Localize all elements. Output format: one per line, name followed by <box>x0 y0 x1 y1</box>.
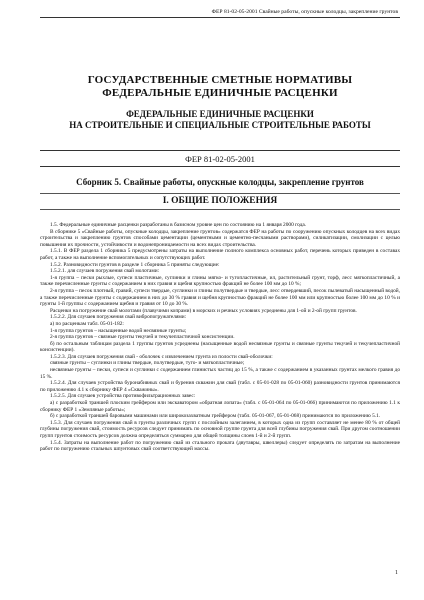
paragraph: 1.5.2.1. для случаев погружения свай молотами: <box>50 268 160 275</box>
paragraph: б) с разработкой траншей баровыми машинами или широкозахватным грейфером (табл. 05-01-067, 05-01-068) принимаются по приложению 5.1. <box>50 413 381 420</box>
paragraph: а) по расценкам табл. 05-01-182: <box>50 320 124 327</box>
paragraph: 2-я группа – песок плотный, гравий, супеси твердые, суглинки и глины полутвердые и твердые, лесс отвердевший, песок пылеватый насыщенный водой, а также перечисленные грунты с содержанием в них до 30 % гравия и щебня крупностью фракций не более 100 мм или крупностью более 100 мм до 10 % и грунты 1-й группы с содержанием щебня и гравия от 10 до 30 %. <box>40 287 400 308</box>
header-rule <box>40 17 400 18</box>
title-block <box>40 74 400 131</box>
paragraph: 1.5.4. Затраты на выполнение работ по погружению свай из стального проката (двутавры, швеллеры) следует определять по затратам на выполнение работ по погружению стальных шпунтовых свай соответствующей массы. <box>40 439 400 453</box>
paragraph: 1.5.1. В ФЕР раздела 1 сборника 5 предусмотрены затраты на выполнение полного комплекса основных работ, перечень которых приведен в составах работ, а также на выполнение вспомогательных и сопутствующих работ. <box>40 248 400 261</box>
paragraph: а) с разработкой траншей плоским грейфером или экскаватором «обратная лопата» (табл. с 05-01-064 по 05-01-066) принимаются по приложению 1.1 к сборнику ФЕР 1 «Земляные работы»; <box>40 400 400 413</box>
section-rule-top <box>40 193 400 194</box>
paragraph: 1.5.2.3. Для случаев погружения свай - оболочек с извлечением грунта из полости свай-оболочки: <box>50 353 273 360</box>
body-text <box>40 222 400 453</box>
paragraph: 1-я группа грунтов – насыщенные водой несвязные грунты; <box>50 327 187 334</box>
paragraph: 1.5.3. Для случаев погружения свай в грунты различных групп с послойным залеганием, в которых одна из групп составляет не менее 80 % от общей глубины погружения свай, стоимость ресурсов следует принимать по основной группе грунта для всей глубины погружения свай. При другом соотношении групп грунтов стоимость ресурсов должна определяться суммарно для общей толщины слоев 1-й и 2-й групп. <box>40 419 400 439</box>
code-rule-bottom <box>40 166 400 167</box>
paragraph: б) по остальным таблицам раздела 1 группы грунтов усреднены (насыщенные водой несвязные грунты и связные грунты текучей и текучепластичной консистенции). <box>40 340 400 354</box>
paragraph: 1.5.2.4. Для случаев устройства буронабивных свай и бурения скважин для свай (табл. с 05-01-028 по 05-01-060) разновидности грунтов принимаются по приложению 4.1 к сборнику ФЕР 4 «Скважины». <box>40 380 400 393</box>
section-title: I. ОБЩИЕ ПОЛОЖЕНИЯ <box>162 196 278 206</box>
page-number: 1 <box>395 570 398 576</box>
paragraph: В сборнике 5 «Свайные работы, опускные колодцы, закрепление грунтов» содержатся ФЕР на работы по сооружению опускных колодцев на всех видах строительства и закреплению грунтов способами цементации (цементными и цементно-песчаными растворами), силикатизации, смолизации с целью повышения их прочности, устойчивости и водонепроницаемости на всех видах строительства. <box>40 228 400 248</box>
paragraph: Расценки на погружение свай молотами (плавучими копрами) в морских и речных условиях усреднены для 1-ой и 2-ой групп грунтов. <box>50 307 357 314</box>
paragraph: несвязные грунты – пески, супеси и суглинки с содержанием глинистых частиц до 15 %, а также с содержанием в указанных грунтах мелкого гравия до 15 %. <box>40 367 400 380</box>
paragraph: 2-я группа грунтов – связные грунты текучей и текучепластичной консистенции. <box>50 334 235 341</box>
paragraph: 1.5. Федеральные единичные расценки разработаны в базисном уровне цен по состоянию на 1 января 2000 года. <box>50 222 307 228</box>
section-rule-bottom <box>40 209 400 210</box>
paragraph: связные грунты – суглинки и глины твердые, полутвердые, туго- и мягкопластичные; <box>50 360 245 367</box>
sub-title-line-1: ФЕДЕРАЛЬНЫЕ ЕДИНИЧНЫЕ РАСЦЕНКИ <box>126 109 314 119</box>
document-code: ФЕР 81-02-05-2001 <box>185 154 255 164</box>
paragraph: 1.5.2.5. Для случаев устройства противофильтрационных завес: <box>50 393 196 400</box>
paragraph: 1.5.2. Разновидности грунтов в разделе 1 сборника 5 приняты следующие: <box>50 261 220 268</box>
collection-title: Сборник 5. Свайные работы, опускные колодцы, закрепление грунтов <box>76 177 364 187</box>
running-header: ФЕР 81-02-05-2001 Свайные работы, опускные колодцы, закрепление грунтов <box>211 9 398 15</box>
sub-title-line-2: НА СТРОИТЕЛЬНЫЕ И СПЕЦИАЛЬНЫЕ СТРОИТЕЛЬНЫЕ РАБОТЫ <box>69 120 371 130</box>
paragraph: 1.5.2.2. Для случаев погружения свай вибропогружателями: <box>50 314 187 321</box>
document-code-box <box>40 150 400 167</box>
paragraph: 1-я группа – пески рыхлые, супеси пластичные, суглинки и глины мягко- и тугопластичные, ил, растительный грунт, торф, лесс мягкопластичный, а также перечисленные грунты с содержанием в них гравия и щебня крупностью фракций не более 100 мм до 10 %; <box>40 274 400 288</box>
main-title-line-2: ФЕДЕРАЛЬНЫЕ ЕДИНИЧНЫЕ РАСЦЕНКИ <box>102 87 338 99</box>
main-title-line-1: ГОСУДАРСТВЕННЫЕ СМЕТНЫЕ НОРМАТИВЫ <box>87 74 353 86</box>
